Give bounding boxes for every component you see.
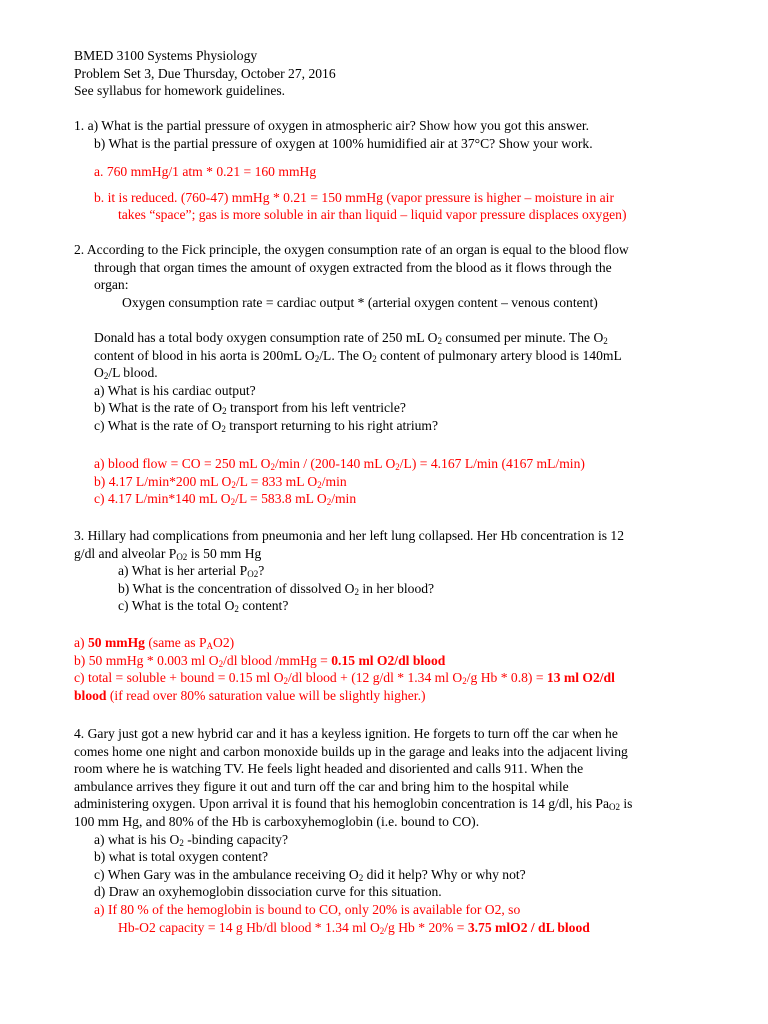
q1-part-a: 1. a) What is the partial pressure of oxygen in atmospheric air? Show how you got this answer.	[74, 118, 590, 133]
q1-answers	[74, 163, 714, 224]
q2-question-b: b) What is the rate of $O_2$ transport from his left ventricle?	[94, 400, 406, 417]
question-3	[74, 527, 714, 615]
q2-donald-line1: Donald has a total body oxygen consumption rate of 250 mL $O_2$ consumed per minute. The $O_2$	[94, 330, 608, 346]
q4-question-c: c) When Gary was in the ambulance receiving $O_2$ did it help? Why or why not?	[94, 866, 526, 883]
q3-intro-line2: g/dl and alveolar $P_{O2}$ is 50 mm Hg	[74, 545, 262, 562]
q2-answer-b: b) 4.17 L/min*200 mL $O_2/L = 833$ mL $O_2/\min$	[94, 473, 347, 490]
q1-part-b: b) What is the partial pressure of oxygen at 100% humidified air at 37°C? Show your work.	[94, 135, 593, 151]
q1-answer-a: a. 760 mmHg/1 atm * 0.21 = 160 mmHg	[94, 164, 317, 179]
q2-answer-a: a) blood flow = CO = 250 mL $O_2/\min / (200-140$ mL $O_2/L) = 4.167$ L/min (4167 mL/min)	[94, 456, 585, 472]
q2-donald-line2: content of blood in his aorta is 200mL $O_2/L$. The $O_2$ content of pulmonary artery blood is 140mL	[94, 347, 622, 364]
q4-line3: room where he is watching TV. He feels light headed and disoriented and calls 911. When the	[74, 761, 584, 777]
q2-answers	[74, 455, 714, 508]
q4-line1: 4. Gary just got a new hybrid car and it has a keyless ignition. He forgets to turn off the car when he	[74, 726, 618, 741]
q3-intro-line1: 3. Hillary had complications from pneumonia and her left lung collapsed. Her Hb concentration is 12	[74, 528, 625, 543]
course-title: BMED 3100 Systems Physiology	[74, 48, 258, 63]
q4-line6: 100 mm Hg, and 80% of the Hb is carboxyhemoglobin (i.e. bound to CO).	[74, 813, 480, 829]
q3-answer-b: b) 50 mmHg * 0.003 ml $O_2/dl$ blood /mmHg = 0.15 ml O2/dl blood	[74, 652, 446, 669]
problem-set-title: Problem Set 3, Due Thursday, October 27, 2016	[74, 65, 336, 81]
question-1	[74, 117, 714, 152]
q2-intro-line1: 2. According to the Fick principle, the oxygen consumption rate of an organ is equal to the blood flow	[74, 242, 629, 257]
guidelines-note: See syllabus for homework guidelines.	[74, 83, 286, 99]
q4-line2: comes home one night and carbon monoxide builds up in the garage and leaks into the adjacent living	[74, 743, 628, 759]
q2-question-c: c) What is the rate of $O_2$ transport returning to his right atrium?	[94, 417, 439, 434]
q2-donald-line3: $O_2/L$ blood.	[94, 365, 158, 382]
q4-line4: ambulance arrives they figure it out and turn off the car and bring him to the hospital while	[74, 778, 569, 794]
q2-formula: Oxygen consumption rate = cardiac output * (arterial oxygen content – venous content)	[122, 294, 598, 310]
q4-question-b: b) what is total oxygen content?	[94, 849, 269, 865]
q2-intro-line3: organ:	[94, 277, 129, 293]
q4-question-d: d) Draw an oxyhemoglobin dissociation curve for this situation.	[94, 884, 442, 900]
q4-answer-a-line1: a) If 80 % of the hemoglobin is bound to CO, only 20% is available for O2, so	[94, 901, 521, 917]
q4-answer-a-line2: Hb-O2 capacity = 14 g Hb/dl blood * 1.34 ml $O_2/g$ Hb * 20% = 3.75 mlO2 / dL blood	[118, 919, 590, 936]
q4-question-a: a) what is his $O_2$ -binding capacity?	[94, 831, 289, 848]
q3-answers	[74, 634, 714, 704]
q3-question-b: b) What is the concentration of dissolved $O_2$ in her blood?	[118, 580, 435, 597]
q3-answer-c-line2: blood (if read over 80% saturation value will be slightly higher.)	[74, 687, 426, 703]
q2-answer-c: c) 4.17 L/min*140 mL $O_2/L = 583.8$ mL $O_2/\min$	[94, 491, 357, 508]
question-2	[74, 241, 714, 311]
q1-answer-b-line1: b. it is reduced. (760-47) mmHg * 0.21 = 150 mmHg (vapor pressure is higher – moisture in air	[94, 189, 614, 205]
q3-answer-c-line1: c) total = soluble + bound = 0.15 ml $O_2/dl$ blood + (12 g/dl * 1.34 ml $O_2/g$ Hb * 0.8) = 13 ml O2/dl	[74, 670, 615, 687]
q3-answer-a: a) 50 mmHg (same as $P_AO2$)	[74, 635, 235, 651]
q2-question-a: a) What is his cardiac output?	[94, 382, 256, 398]
q2-donald	[74, 329, 714, 435]
q4-line5: administering oxygen. Upon arrival it is found that his hemoglobin concentration is 14 g/dl, his $Pa_{O2}$ is	[74, 796, 633, 813]
q3-question-c: c) What is the total $O_2$ content?	[118, 598, 289, 615]
q1-answer-b-line2: takes “space”; gas is more soluble in air than liquid – liquid vapor pressure displaces oxygen)	[118, 207, 627, 223]
q2-intro-line2: through that organ times the amount of oxygen extracted from the blood as it flows through the	[94, 259, 612, 275]
header	[74, 47, 714, 100]
q3-question-a: a) What is her arterial $P_{O2}$?	[118, 563, 265, 580]
question-4	[74, 725, 714, 936]
